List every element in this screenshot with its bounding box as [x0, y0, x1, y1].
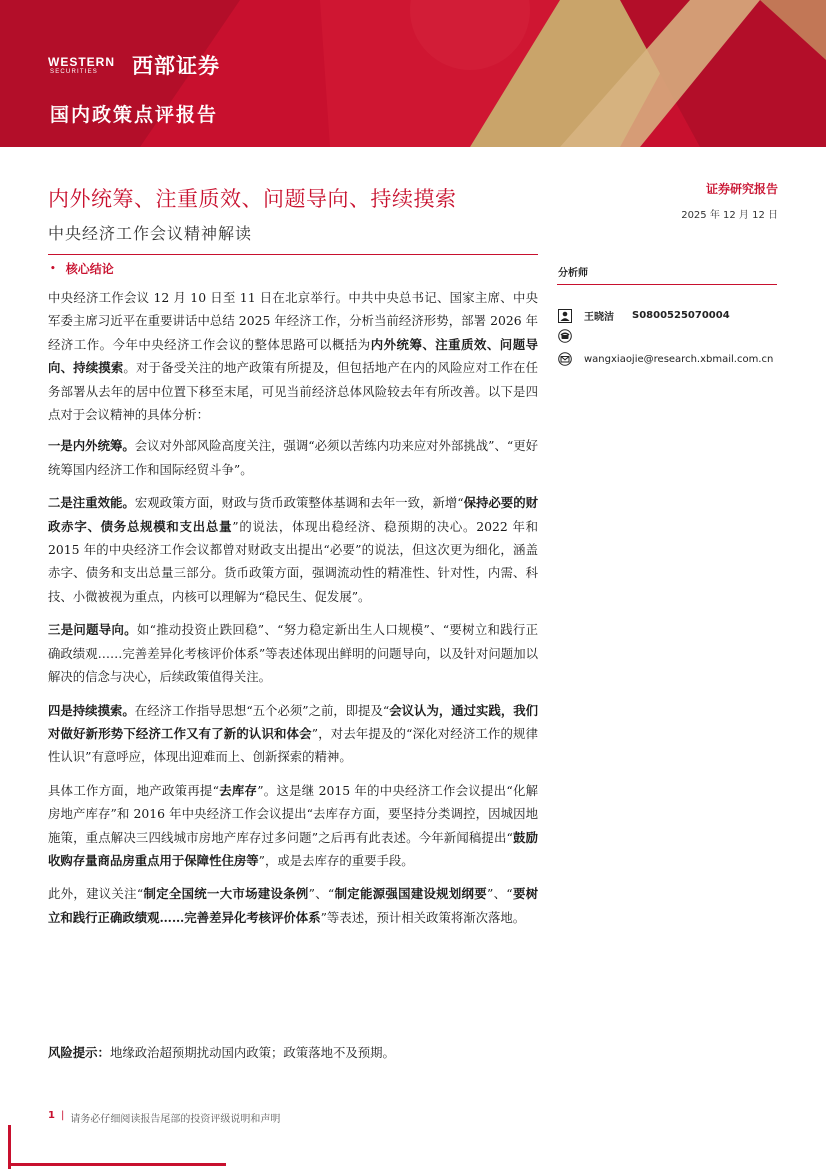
bullet-icon: • — [50, 263, 56, 274]
analyst-certificate: S0800525070004 — [632, 310, 730, 321]
text-run: 具体工作方面，地产政策再提“ — [48, 782, 219, 798]
text-run-bold: 鼓励收购存量商品房重点用于保障性住房等 — [48, 829, 539, 868]
text-run-bold: 要树立和践行正确政绩观……完善差异化考核评价体系 — [48, 886, 539, 925]
section-heading — [50, 260, 114, 277]
text-run: 会议对外部风险高度关注，强调“必须以苦练内功来应对外部挑战”、“更好统筹国内经济工作和国际经贸斗争”。 — [48, 438, 538, 477]
logo-text-en: WESTERN — [48, 55, 115, 69]
report-category: 国内政策点评报告 — [50, 104, 219, 126]
analyst-divider — [557, 284, 777, 285]
risk-label: 风险提示： — [48, 1045, 110, 1060]
logo-text-en-sub: SECURITIES — [50, 69, 99, 75]
point-heading: 二是注重效能。 — [48, 495, 135, 511]
report-body — [48, 286, 538, 939]
footer-separator: | — [60, 1110, 65, 1121]
text-run-bold: 内外统筹、注重质效、问题导向、持续摸索 — [48, 336, 539, 376]
risk-warning — [48, 1043, 395, 1061]
logo-text-cn: 西部证券 — [132, 54, 220, 78]
footer-notice: 请务必仔细阅读报告尾部的投资评级说明和声明 — [70, 1114, 281, 1125]
text-run: ”，对去年提及的“深化对经济工作的规律性认识”有意呼应，体现出迎难而上、创新探索的精神。 — [48, 725, 539, 765]
point-heading: 一是内外统筹。 — [48, 438, 135, 454]
analyst-name-row — [558, 308, 730, 323]
paragraph-additional — [48, 882, 538, 929]
text-run-bold: 会议认为，通过实践，我们对做好新形势下经济工作又有了新的认识和体会 — [48, 702, 538, 741]
email-icon — [558, 352, 572, 366]
text-run-bold: 去库存 — [218, 782, 258, 798]
report-title: 内外统筹、注重质效、问题导向、持续摸索 — [48, 187, 457, 211]
analyst-email[interactable]: wangxiaojie@research.xbmail.com.cn — [584, 353, 774, 365]
text-run-bold: 制定全国统一大市场建设条例 — [143, 886, 309, 902]
risk-text: 地缘政治超预期扰动国内政策；政策落地不及预期。 — [109, 1045, 395, 1060]
text-run: ”等表述，预计相关政策将渐次落地。 — [320, 909, 526, 925]
text-run-bold: 保持必要的财政赤字、债务总规模和支出总量 — [48, 495, 539, 534]
point-heading: 四是持续摸索。 — [48, 702, 135, 718]
text-run-bold: 制定能源强国建设规划纲要 — [334, 886, 487, 902]
paragraph-point-4 — [48, 699, 538, 769]
section-heading-text: 核心结论 — [65, 262, 114, 276]
logo-mark — [48, 51, 126, 79]
text-run: 宏观政策方面，财政与货币政策整体基调和去年一致，新增“ — [134, 495, 464, 511]
phone-icon — [558, 329, 572, 343]
page-footer — [48, 1110, 280, 1125]
analyst-label: 分析师 — [558, 268, 588, 279]
corner-decoration-horizontal — [8, 1163, 226, 1166]
text-run: 。对于备受关注的地产政策有所提及，但包括地产在内的风险应对工作在任务部署从去年的居中位置下移至末尾，可见当前经济总体风险较去年有所改善。以下是四点对于会议精神的具体分析： — [48, 360, 539, 423]
user-icon — [558, 309, 572, 323]
paragraph-point-2 — [48, 491, 538, 608]
text-run: 在经济工作指导思想“五个必须”之前，即提及“ — [134, 702, 390, 718]
paragraph-point-1 — [48, 434, 538, 481]
text-run: ”，或是去库存的重要手段。 — [258, 852, 414, 868]
analyst-email-row — [558, 352, 773, 366]
text-run: ”、“ — [486, 886, 513, 902]
analyst-phone-row — [558, 329, 584, 343]
paragraph-intro — [48, 286, 538, 426]
text-run: ”的说法，体现出稳经济、稳预期的决心。2022 年和 2015 年的中央经济工作会议都曾对财政支出提出“必要”的说法，但这次更为细化，涵盖赤字、债务和支出总量三部分。货币政策方面，强调流动性的精准性、针对性，内需、科技、小微被视为重点，内核可以理解为“稳民生、促发展”。 — [48, 518, 538, 604]
paragraph-point-3 — [48, 618, 538, 688]
analyst-name: 王晓洁 — [584, 312, 614, 323]
text-run: ”、“ — [308, 886, 335, 902]
document-type: 证券研究报告 — [705, 182, 778, 196]
report-subtitle: 中央经济工作会议精神解读 — [48, 224, 253, 243]
text-run: ”。这是继 2015 年的中央经济工作会议提出“化解房地产库存”和 2016 年中央经济工作会议提出“去库存方面，要坚持分类调控，因城因地施策，重点解决三四线城市房地产库存过多问题”之后再有此表述。今年新闻稿提出“ — [48, 782, 538, 845]
text-run: 中央经济工作会议 12 月 10 日至 11 日在北京举行。中共中央总书记、国家主席、中央军委主席习近平在重要讲话中总结 2025 年经济工作，分析当前经济形势，部署 2026 年经济工作。今年中央经济工作会议的整体思路可以概括为 — [48, 290, 538, 352]
point-heading: 三是问题导向。 — [48, 622, 137, 638]
text-run: 如“推动投资止跌回稳”、“努力稳定新出生人口规模”、“要树立和践行正确政绩观……完善差异化考核评价体系”等表述体现出鲜明的问题导向，以及针对问题加以解决的信念与决心，后续政策值得关注。 — [48, 622, 538, 685]
header-banner — [0, 0, 826, 147]
company-logo — [48, 50, 220, 80]
text-run: 此外，建议关注“ — [48, 886, 144, 902]
paragraph-property — [48, 779, 538, 873]
page-number: 1 — [48, 1110, 55, 1121]
report-date: 2025 年 12 月 12 日 — [681, 210, 778, 221]
title-divider — [48, 254, 538, 255]
